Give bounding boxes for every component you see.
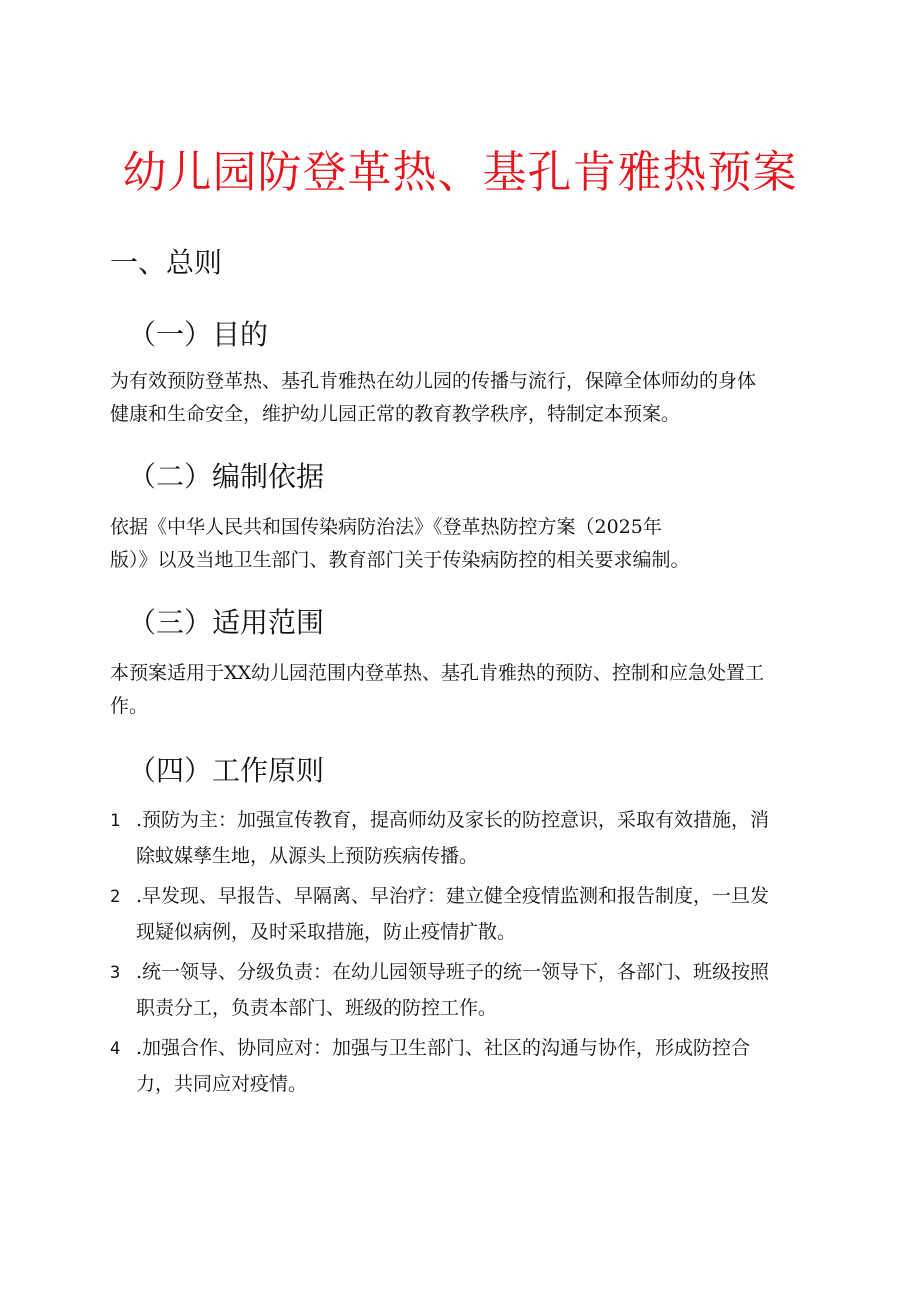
- subsection-heading-scope: （三）适用范围: [128, 606, 325, 639]
- list-item-line: [110, 879, 820, 915]
- section-heading-general: 一、总则: [110, 246, 223, 279]
- paragraph-line: 版）》以及当地卫生部门、教育部门关于传染病防控的相关要求编制。: [110, 549, 690, 571]
- list-item-line: [110, 803, 820, 839]
- list-item-text: .预防为主：加强宣传教育，提高师幼及家长的防控意识，采取有效措施，消: [136, 809, 770, 831]
- list-item-text: .统一领导、分级负责：在幼儿园领导班子的统一领导下，各部门、班级按照: [136, 961, 770, 983]
- list-item-number: 1: [110, 811, 121, 831]
- list-item-text: .早发现、早报告、早隔离、早治疗：建立健全疫情监测和报告制度，一旦发: [136, 885, 770, 907]
- list-item-line: 除蚊媒孳生地，从源头上预防疾病传播。: [136, 845, 479, 867]
- paragraph-line: 健康和生命安全，维护幼儿园正常的教育教学秩序，特制定本预案。: [110, 403, 681, 425]
- document-title: 幼儿园防登革热、基孔肯雅热预案: [122, 147, 798, 198]
- list-item: [110, 879, 820, 950]
- subsection-heading-principles: （四）工作原则: [128, 754, 325, 787]
- list-item: [110, 955, 820, 1026]
- list-item-line: 职责分工，负责本部门、班级的防控工作。: [136, 997, 498, 1019]
- list-item: [110, 803, 820, 874]
- list-item: [110, 1031, 820, 1102]
- paragraph-basis: [110, 511, 810, 577]
- list-item-number: 4: [110, 1039, 121, 1059]
- paragraph-line: 本预案适用于XX幼儿园范围内登革热、基孔肯雅热的预防、控制和应急处置工: [110, 662, 765, 684]
- list-item-number: 2: [110, 887, 121, 907]
- list-item-text: .加强合作、协同应对：加强与卫生部门、社区的沟通与协作，形成防控合: [136, 1037, 751, 1059]
- list-item-line: 力，共同应对疫情。: [136, 1073, 308, 1095]
- paragraph-line: 依据《中华人民共和国传染病防治法》《登革热防控方案（2025年: [110, 516, 662, 538]
- list-item-line: [110, 1031, 820, 1067]
- list-item-number: 3: [110, 963, 121, 983]
- paragraph-scope: [110, 657, 810, 723]
- paragraph-line: 作。: [110, 695, 149, 717]
- paragraph-purpose: [110, 365, 810, 431]
- paragraph-line: 为有效预防登革热、基孔肯雅热在幼儿园的传播与流行，保障全体师幼的身体: [110, 370, 757, 392]
- subsection-heading-basis: （二）编制依据: [128, 460, 325, 493]
- subsection-heading-purpose: （一）目的: [128, 318, 269, 351]
- list-item-line: 现疑似病例，及时采取措施，防止疫情扩散。: [136, 921, 517, 943]
- list-item-line: [110, 955, 820, 991]
